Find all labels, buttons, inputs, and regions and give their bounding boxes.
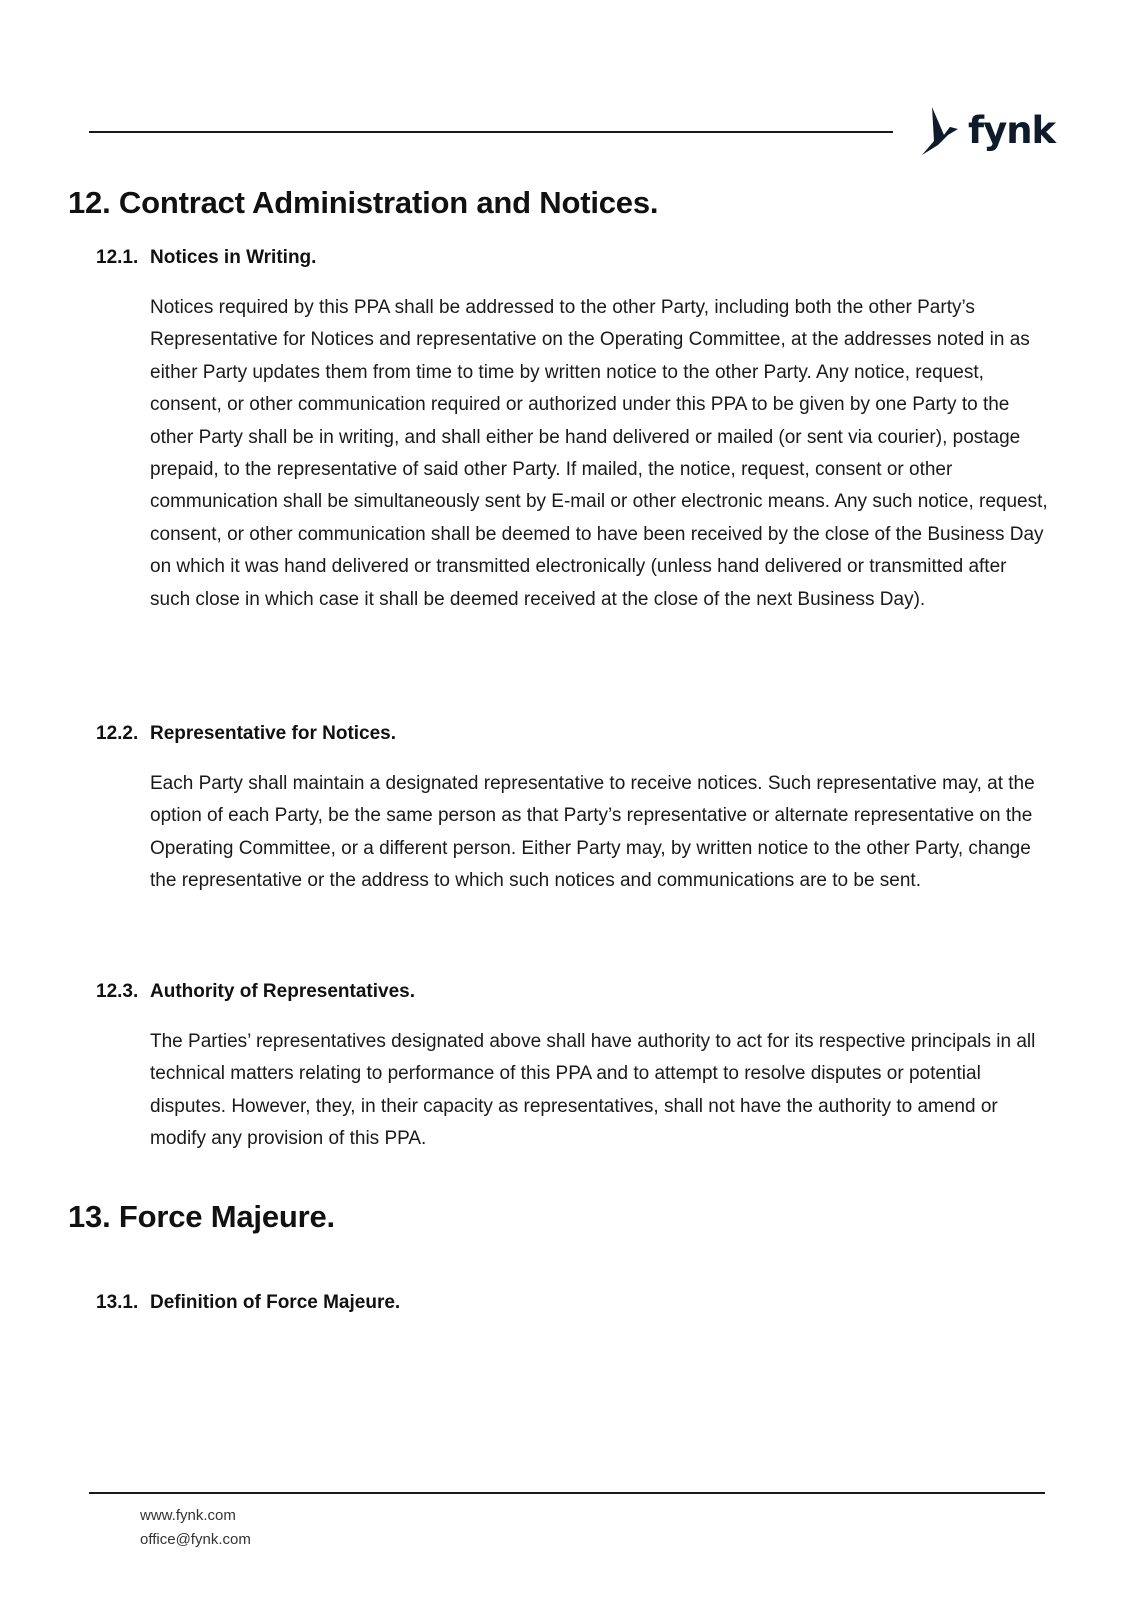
section-heading (68, 183, 658, 223)
footer-divider (89, 1492, 1045, 1494)
subsection-number: 12.2. (96, 723, 139, 744)
subsection-heading (96, 979, 415, 1005)
section-heading (68, 1197, 335, 1237)
section-number: 12. (68, 185, 111, 220)
subsection-body: The Parties’ representatives designated above shall have authority to act for its respective principals in all technical matters relating to performance of this PPA and to attempt to resolve disputes or potential disputes. However, they, in their capacity as representatives, shall not have the authority to amend or modify any provision of this PPA. (150, 1031, 1036, 1150)
subsection-heading (96, 245, 316, 271)
subsection-number: 12.1. (96, 247, 139, 268)
subsection-heading (96, 1290, 400, 1316)
subsection-title: Authority of Representatives. (150, 981, 415, 1002)
subsection-body: Each Party shall maintain a designated representative to receive notices. Such representative may, at the option of each Party, be the same person as that Party’s representative or alternate representative on the Operating Committee, or a different person. Either Party may, by written notice to the other Party, change the representative or the address to which such notices and communications are to be sent. (150, 773, 1035, 892)
footer-email[interactable]: office@fynk.com (140, 1531, 251, 1548)
section-title: Contract Administration and Notices. (118, 185, 659, 220)
subsection-title: Representative for Notices. (150, 723, 397, 744)
subsection-number: 13.1. (96, 1292, 139, 1313)
logo (920, 104, 1055, 160)
section-number: 13. (68, 1199, 111, 1234)
section-title: Force Majeure. (118, 1199, 335, 1234)
subsection-number: 12.3. (96, 981, 139, 1002)
logo-wordmark: fynk (968, 108, 1056, 152)
fynk-bird-icon (920, 105, 962, 159)
subsection-heading (96, 721, 396, 747)
subsection-body: Notices required by this PPA shall be addressed to the other Party, including both the other Party’s Representative for Notices and representative on the Operating Committee, at the addresses noted in as either Party updates them from time to time by written notice to the other Party. Any notice, request, consent, or other communication required or authorized under this PPA to be given by one Party to the other Party shall be in writing, and shall either be hand delivered or mailed (or sent via courier), postage prepaid, to the representative of said other Party. If mailed, the notice, request, consent or other communication shall be simultaneously sent by E-mail or other electronic means. Any such notice, request, consent, or other communication shall be deemed to have been received by the close of the Business Day on which it was hand delivered or transmitted electronically (unless hand delivered or transmitted after such close in which case it shall be deemed received at the close of the next Business Day). (150, 297, 1048, 610)
header-divider (89, 131, 893, 133)
subsection-title: Notices in Writing. (150, 247, 317, 268)
subsection-title: Definition of Force Majeure. (150, 1292, 401, 1313)
footer-website[interactable]: www.fynk.com (140, 1507, 236, 1524)
